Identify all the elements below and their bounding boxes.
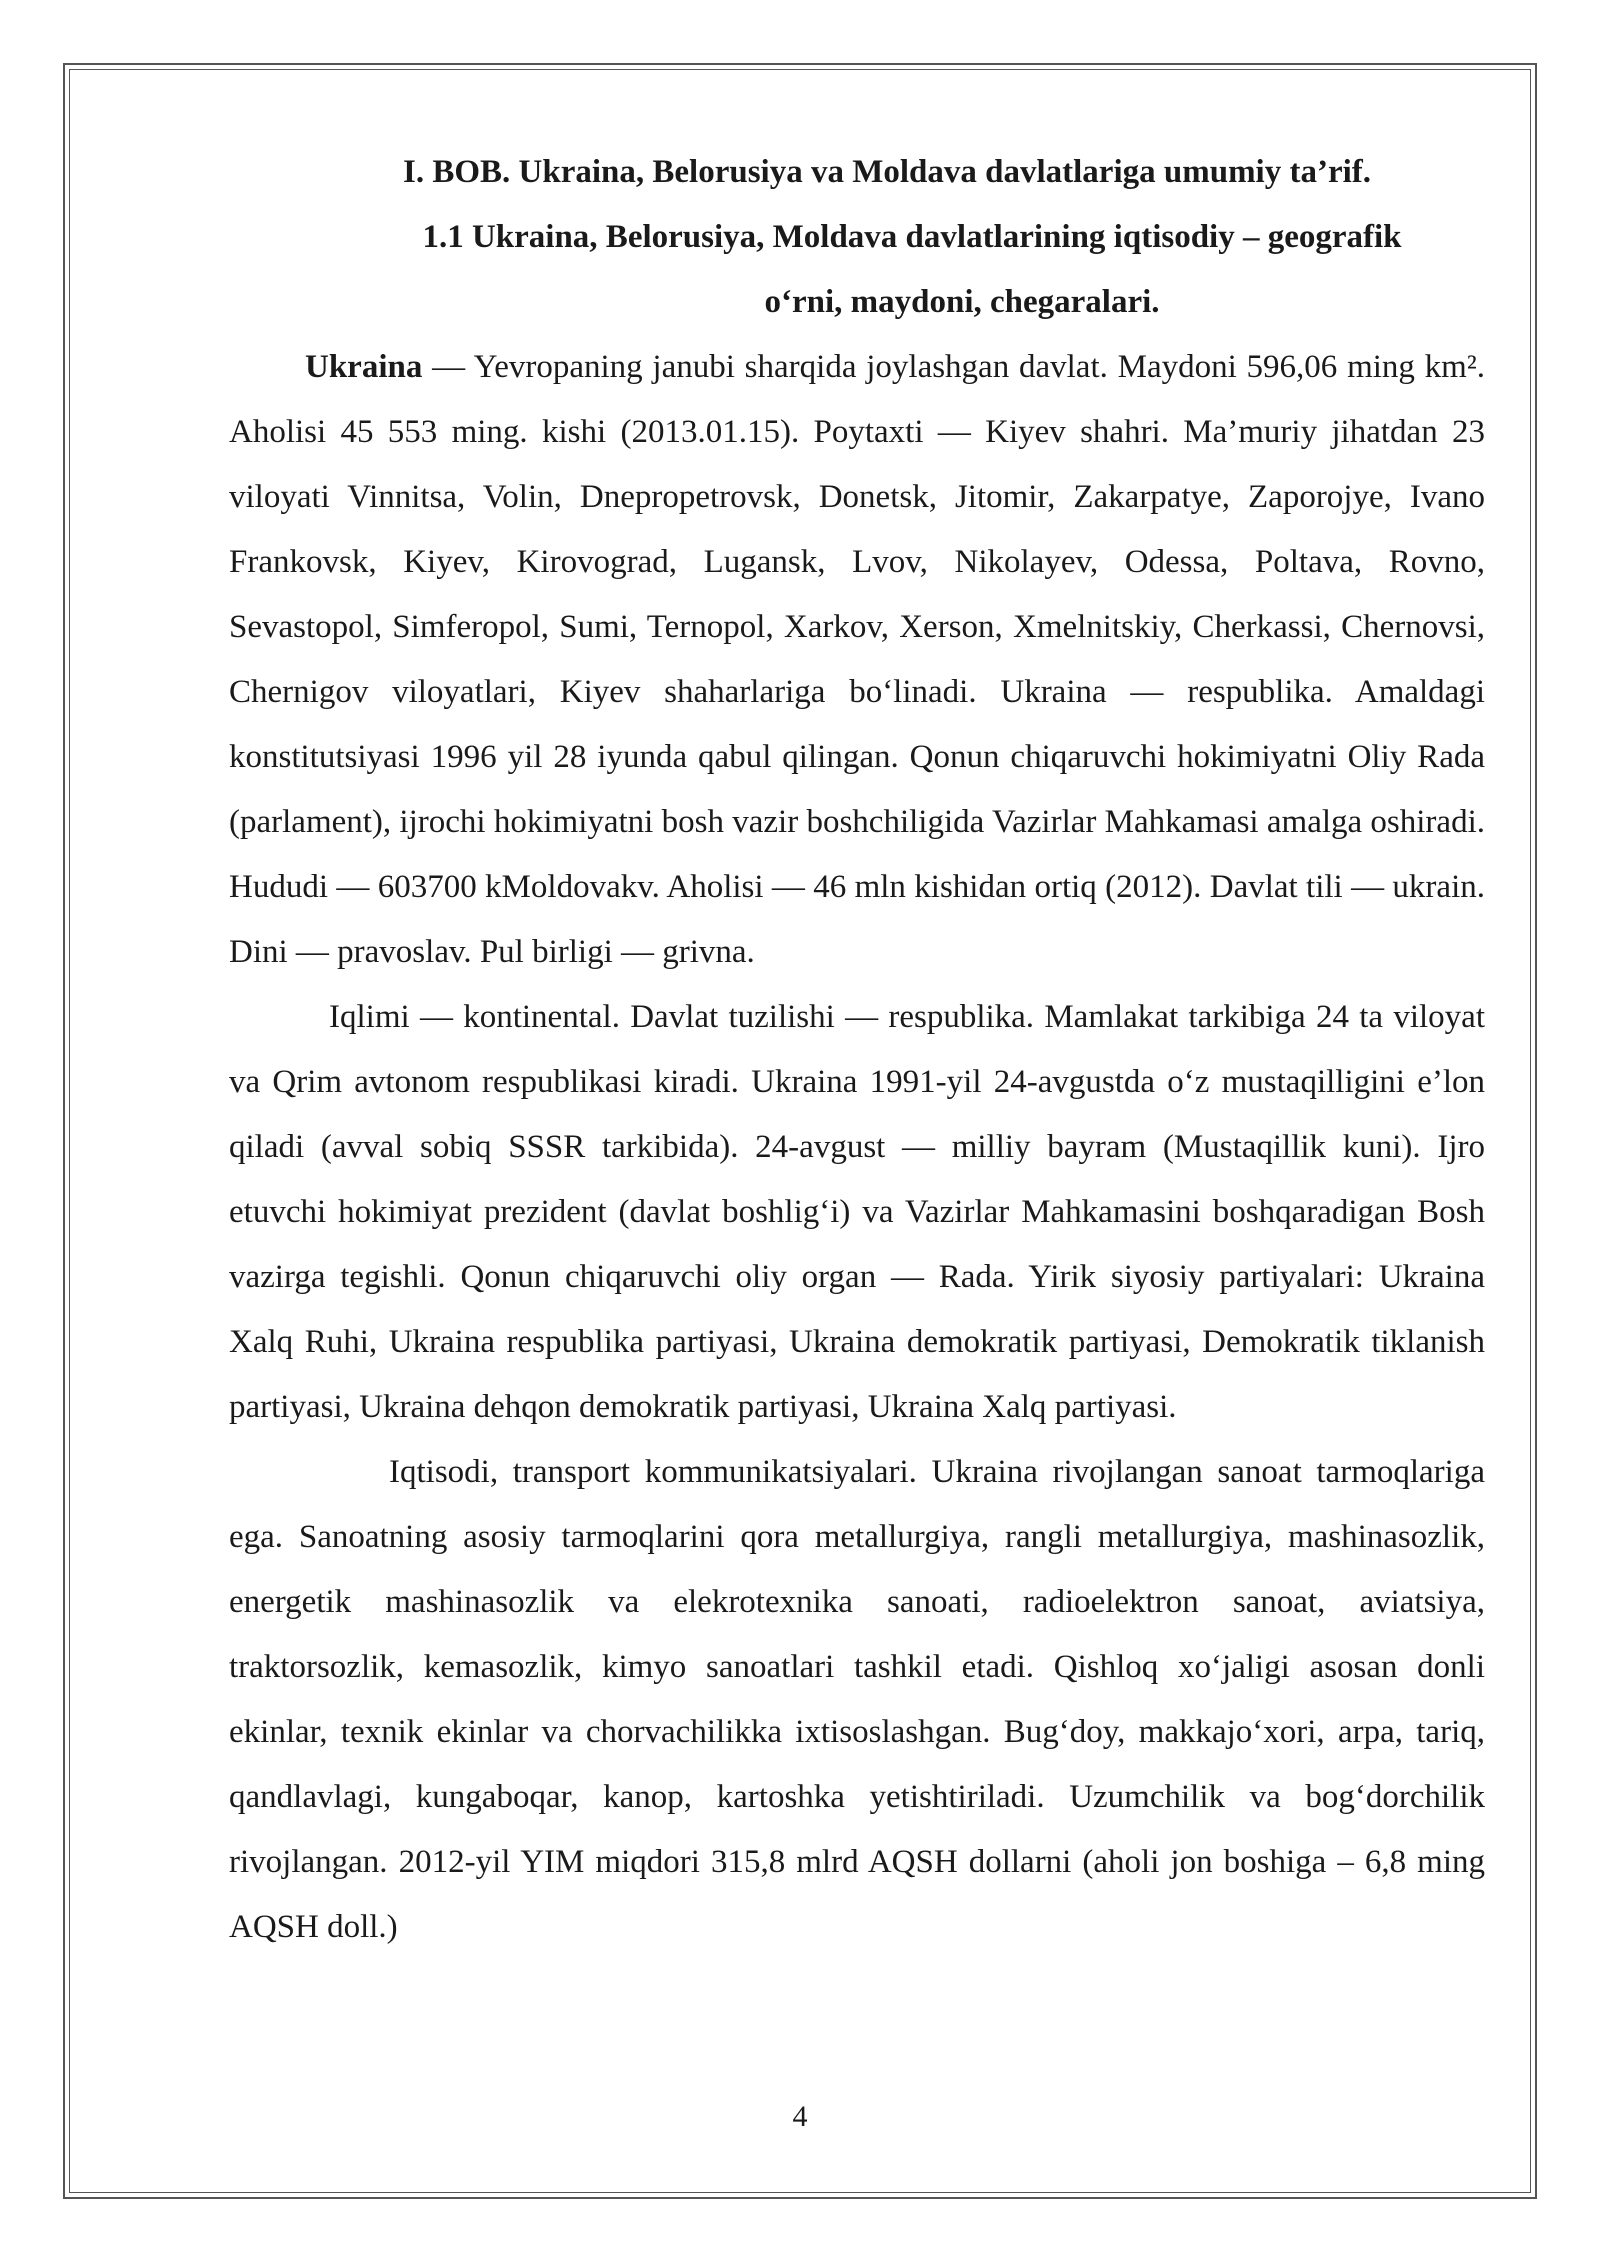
paragraph-text: Iqlimi — kontinental. Davlat tuzilishi — respublika. Mamlakat tarkibiga 24 ta viloyat va Qrim avtonom respublikasi kiradi. Ukraina 1991-yil 24-avgustda o‘z mustaqilligini e’lon qiladi (avval sobiq SSSR tarkibida). 24-avgust — milliy bayram (Mustaqillik kuni). Ijro etuvchi hokimiyat prezident (davlat boshlig‘i) va Vazirlar Mahkamasini boshqaradigan Bosh vazirga tegishli. Qonun chiqaruvchi oliy organ — Rada. Yirik siyosiy partiyalari: Ukraina Xalq Ruhi, Ukraina respublika partiyasi, Ukraina demokratik partiyasi, Demokratik tiklanish partiyasi, Ukraina dehqon demokratik partiyasi, Ukraina Xalq partiyasi. (229, 999, 1485, 1425)
document-body (229, 140, 1485, 1960)
paragraph-economy (229, 1440, 1485, 1960)
paragraph-lead-term: Ukraina (305, 349, 423, 385)
paragraph-text: Iqtisodi, transport kommunikatsiyalari. Ukraina rivojlangan sanoat tarmoqlariga ega. Sanoatning asosiy tarmoqlarini qora metallurgiya, rangli metallurgiya, mashinasozlik, energetik mashinasozlik va elekrotexnika sanoati, radioelektron sanoat, aviatsiya, traktorsozlik, kemasozlik, kimyo sanoatlari tashkil etadi. Qishloq xo‘jaligi asosan donli ekinlar, texnik ekinlar va chorvachilikka ixtisoslashgan. Bug‘doy, makkajo‘xori, arpa, tariq, qandlavlagi, kungaboqar, kanop, kartoshka yetishtiriladi. Uzumchilik va bog‘dorchilik rivojlangan. 2012-yil YIM miqdori 315,8 mlrd AQSH dollarni (aholi jon boshiga – 6,8 ming AQSH doll.) (229, 1454, 1485, 1945)
paragraph-ukraina-intro (229, 335, 1485, 985)
section-title-line2: o‘rni, maydoni, chegaralari. (764, 284, 1160, 320)
section-title-line1: 1.1 Ukraina, Belorusiya, Moldava davlatlarining iqtisodiy – geografik (422, 219, 1402, 255)
page-number: 4 (792, 2100, 808, 2133)
chapter-title: I. BOB. Ukraina, Belorusiya va Moldava davlatlariga umumiy ta’rif. (402, 154, 1372, 190)
paragraph-climate-government (229, 985, 1485, 1440)
paragraph-text: — Yevropaning janubi sharqida joylashgan davlat. Maydoni 596,06 ming km². Aholisi 45 553 ming. kishi (2013.01.15). Poytaxti — Kiyev shahri. Ma’muriy jihatdan 23 viloyati Vinnitsa, Volin, Dnepropetrovsk, Donetsk, Jitomir, Zakarpatye, Zaporojye, Ivano Frankovsk, Kiyev, Kirovograd, Lugansk, Lvov, Nikolayev, Odessa, Poltava, Rovno, Sevastopol, Simferopol, Sumi, Ternopol, Xarkov, Xerson, Xmelnitskiy, Cherkassi, Chernovsi, Chernigov viloyatlari, Kiyev shaharlariga bo‘linadi. Ukraina — respublika. Amaldagi konstitutsiyasi 1996 yil 28 iyunda qabul qilingan. Qonun chiqaruvchi hokimiyatni Oliy Rada (parlament), ijrochi hokimiyatni bosh vazir boshchiligida Vazirlar Mahkamasi amalga oshiradi. Hududi — 603700 kMoldovakv. Aholisi — 46 mln kishidan ortiq (2012). Davlat tili — ukrain. Dini — pravoslav. Pul birligi — grivna. (229, 349, 1485, 970)
